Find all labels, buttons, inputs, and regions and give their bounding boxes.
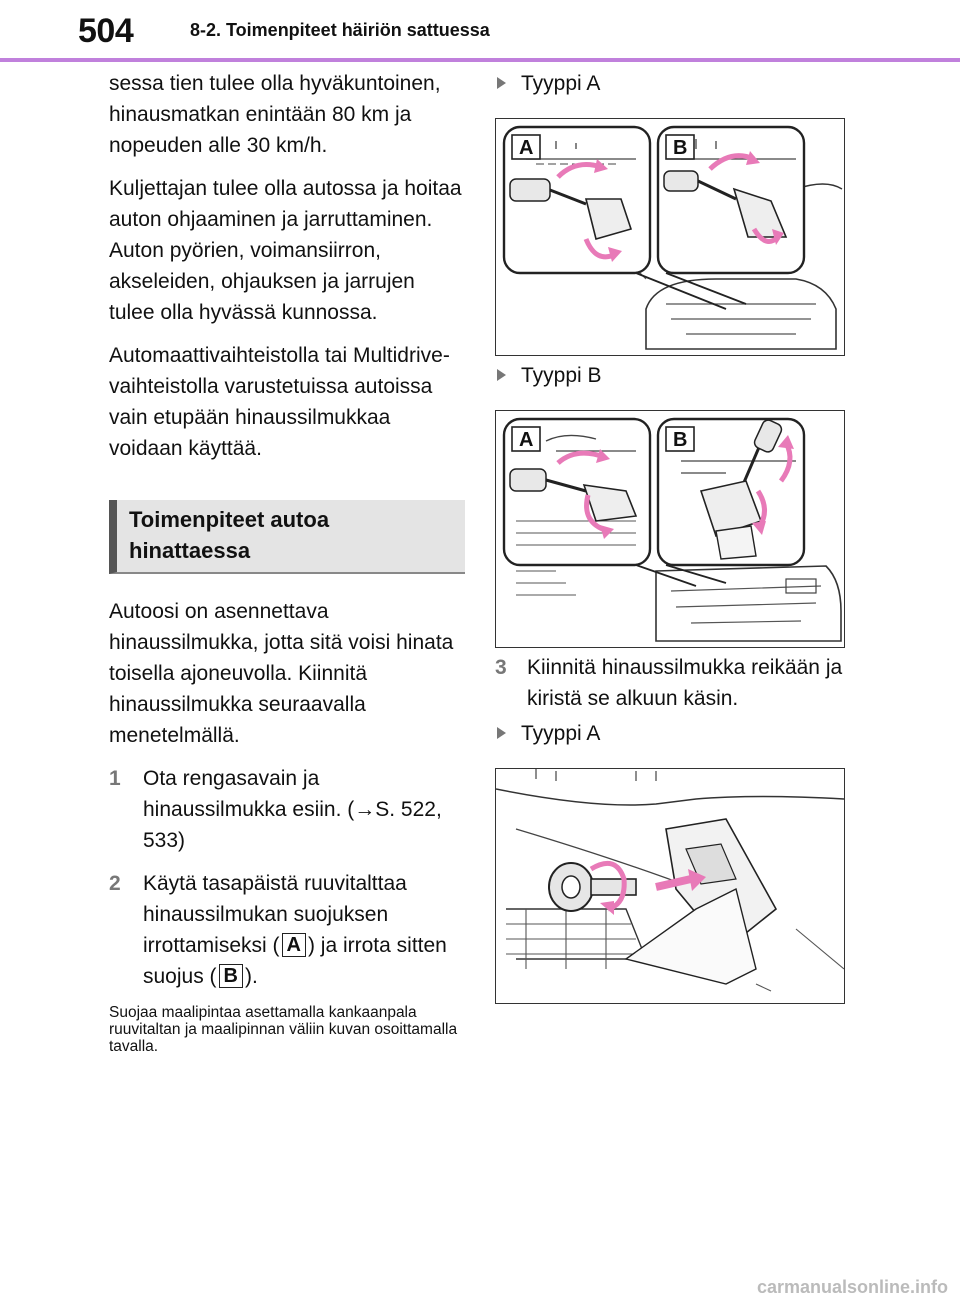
figure-type-a-cover-removal	[495, 118, 845, 356]
paragraph-transmission-note: Automaattivaihteistolla tai Multidrive-vaihteistolla varustetuissa autoissa vain etupään hinaussilmukkaa voidaan käyttää.	[109, 344, 450, 460]
section-heading: Toimenpiteet autoa hinattaessa	[129, 507, 330, 563]
bullet-label: Tyyppi A	[521, 72, 601, 95]
bullet-label: Tyyppi A	[521, 722, 601, 745]
label-b-tag: B	[219, 964, 243, 988]
figure-label-b: B	[673, 429, 688, 451]
bullet-type-a	[495, 68, 861, 100]
section-title: 8-2. Toimenpiteet häiriön sattuessa	[190, 20, 490, 40]
watermark: carmanualsonline.info	[756, 1277, 948, 1297]
illustration-type-b	[496, 411, 844, 647]
bullet-triangle-icon	[497, 77, 506, 89]
bullet-type-b	[495, 360, 861, 392]
bullet-label: Tyyppi B	[521, 364, 602, 387]
step-text: Ota rengasavain ja hinaussilmukka esiin. (→S. 522, 533)	[143, 767, 442, 852]
step-text: Kiinnitä hinaussilmukka reikään ja kiristä se alkuun käsin.	[527, 656, 843, 710]
bullet-triangle-icon	[497, 369, 506, 381]
paragraph-towing-conditions: sessa tien tulee olla hyväkuntoinen, hinausmatkan enintään 80 km ja nopeuden alle 30 km/h.	[109, 72, 441, 157]
illustration-type-a	[496, 119, 844, 355]
step-text-part-2: ) ja irrota sitten suojus (	[143, 934, 447, 988]
step-3	[495, 652, 857, 714]
step-2	[109, 868, 465, 992]
step-number: 1	[109, 767, 121, 790]
figure-label-a: A	[519, 137, 534, 159]
illustration-towing-eye-install	[496, 769, 844, 1003]
page-number: 504	[78, 12, 134, 50]
bullet-triangle-icon	[497, 727, 506, 739]
figure-towing-eye-install	[495, 768, 845, 1004]
bullet-type-a-install	[495, 718, 861, 750]
label-a-tag: A	[282, 933, 306, 957]
figure-label-a: A	[519, 429, 534, 451]
step-text-part-1: Käytä tasapäistä ruuvitalttaa hinaussilmukan suojuksen irrottamiseksi (	[143, 872, 407, 957]
paragraph-towing-eye-intro: Autoosi on asennettava hinaussilmukka, jotta sitä voisi hinata toisella ajoneuvolla. Kiinnitä hinaussilmukka seuraavalla menetelmällä.	[109, 600, 454, 747]
step-number: 2	[109, 872, 121, 895]
figure-label-b: B	[673, 137, 688, 159]
step-text-part-3: ).	[244, 965, 258, 988]
figure-type-b-cover-removal	[495, 410, 845, 648]
left-column	[109, 68, 465, 1055]
paragraph-driver-duties: Kuljettajan tulee olla autossa ja hoitaa auton ohjaaminen ja jarruttaminen. Auton pyörien, voimansiirron, akseleiden, ohjauksen ja jarrujen tulee olla hyvässä kunnossa.	[109, 177, 462, 324]
page-header	[0, 0, 960, 62]
section-heading-box	[109, 500, 465, 574]
step-1	[109, 763, 465, 856]
header-rule	[0, 58, 960, 62]
step-number: 3	[495, 656, 507, 679]
paint-protection-note: Suojaa maalipintaa asettamalla kankaanpala ruuvitaltan ja maalipinnan väliin kuvan osoittamalla tavalla.	[109, 1004, 458, 1055]
